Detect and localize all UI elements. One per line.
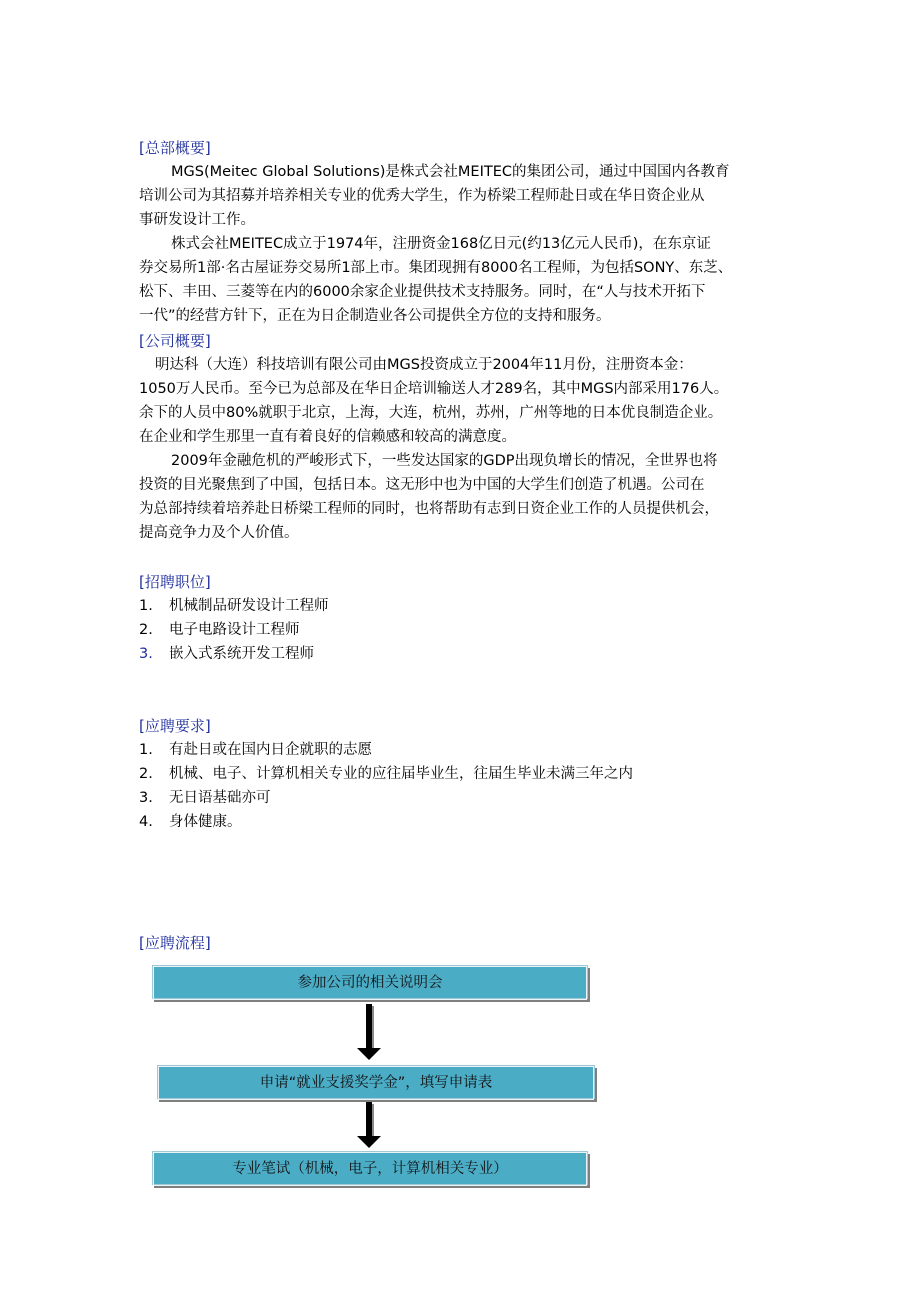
text-line: MGS(Meitec Global Solutions)是株式会社MEITEC的集团公司，通过中国国内各教育 xyxy=(171,164,730,180)
hq-paragraph-2 xyxy=(139,232,789,328)
text-line: 明达科（大连）科技培训有限公司由MGS投资成立于2004年11月份，注册资本金： xyxy=(155,357,693,373)
list-item xyxy=(139,786,633,810)
hq-paragraph-1 xyxy=(139,160,789,232)
heading-hq: [总部概要] xyxy=(139,139,211,157)
down-arrow-icon xyxy=(355,1102,385,1150)
heading-positions: [招聘职位] xyxy=(139,573,211,591)
list-item xyxy=(139,762,633,786)
list-text: 有赴日或在国内日企就职的志愿 xyxy=(169,742,372,758)
list-item xyxy=(139,642,329,666)
list-item xyxy=(139,618,329,642)
text-line: 2009年金融危机的严峻形式下，一些发达国家的GDP出现负增长的情况，全世界也将 xyxy=(171,453,718,469)
list-number: 3. xyxy=(139,790,153,806)
heading-process: [应聘流程] xyxy=(139,934,211,952)
list-text: 机械、电子、计算机相关专业的应往届毕业生，往届生毕业未满三年之内 xyxy=(169,766,633,782)
company-paragraph-2 xyxy=(139,449,789,545)
text-line: 投资的目光聚焦到了中国，包括日本。这无形中也为中国的大学生们创造了机遇。公司在 xyxy=(139,477,705,493)
list-text: 电子电路设计工程师 xyxy=(169,622,300,638)
list-number: 1. xyxy=(139,598,153,614)
text-line: 一代”的经营方针下，正在为日企制造业各公司提供全方位的支持和服务。 xyxy=(139,308,611,324)
list-number: 2. xyxy=(139,622,153,638)
list-text: 机械制品研发设计工程师 xyxy=(169,598,329,614)
list-item xyxy=(139,810,633,834)
flow-step-1 xyxy=(152,965,588,999)
list-text: 嵌入式系统开发工程师 xyxy=(169,646,314,662)
heading-requirements: [应聘要求] xyxy=(139,717,211,735)
list-text: 无日语基础亦可 xyxy=(169,790,271,806)
company-paragraph-1 xyxy=(139,353,789,449)
heading-company: [公司概要] xyxy=(139,332,211,350)
requirements-list xyxy=(139,738,633,834)
text-line: 券交易所1部·名古屋证券交易所1部上市。集团现拥有8000名工程师，为包括SONY、东芝、 xyxy=(139,260,733,276)
list-number: 2. xyxy=(139,766,153,782)
text-line: 1050万人民币。至今已为总部及在华日企培训输送人才289名，其中MGS内部采用176人。 xyxy=(139,381,729,397)
list-item xyxy=(139,594,329,618)
flow-step-label: 专业笔试（机械，电子，计算机相关专业） xyxy=(153,1152,587,1186)
text-line: 提高竞争力及个人价值。 xyxy=(139,525,299,541)
list-number: 4. xyxy=(139,814,153,830)
text-line: 培训公司为其招募并培养相关专业的优秀大学生，作为桥梁工程师赴日或在华日资企业从 xyxy=(139,188,705,204)
list-number: 1. xyxy=(139,742,153,758)
text-line: 余下的人员中80%就职于北京，上海，大连，杭州，苏州，广州等地的日本优良制造企业。 xyxy=(139,405,723,421)
flow-step-2 xyxy=(157,1065,595,1099)
text-line: 松下、丰田、三菱等在内的6000余家企业提供技术支持服务。同时，在“人与技术开拓下 xyxy=(139,284,706,300)
text-line: 事研发设计工作。 xyxy=(139,212,255,228)
list-item xyxy=(139,738,633,762)
positions-list xyxy=(139,594,329,666)
list-text: 身体健康。 xyxy=(169,814,242,830)
flow-step-label: 申请“就业支援奖学金”，填写申请表 xyxy=(158,1066,594,1100)
text-line: 株式会社MEITEC成立于1974年，注册资金168亿日元(约13亿元人民币)，在东京证 xyxy=(171,236,711,252)
flow-step-3 xyxy=(152,1151,588,1185)
text-line: 为总部持续着培养赴日桥梁工程师的同时，也将帮助有志到日资企业工作的人员提供机会， xyxy=(139,501,719,517)
flow-step-label: 参加公司的相关说明会 xyxy=(153,966,587,1000)
text-line: 在企业和学生那里一直有着良好的信赖感和较高的满意度。 xyxy=(139,429,516,445)
down-arrow-icon xyxy=(355,1004,385,1062)
list-number: 3. xyxy=(139,646,153,662)
